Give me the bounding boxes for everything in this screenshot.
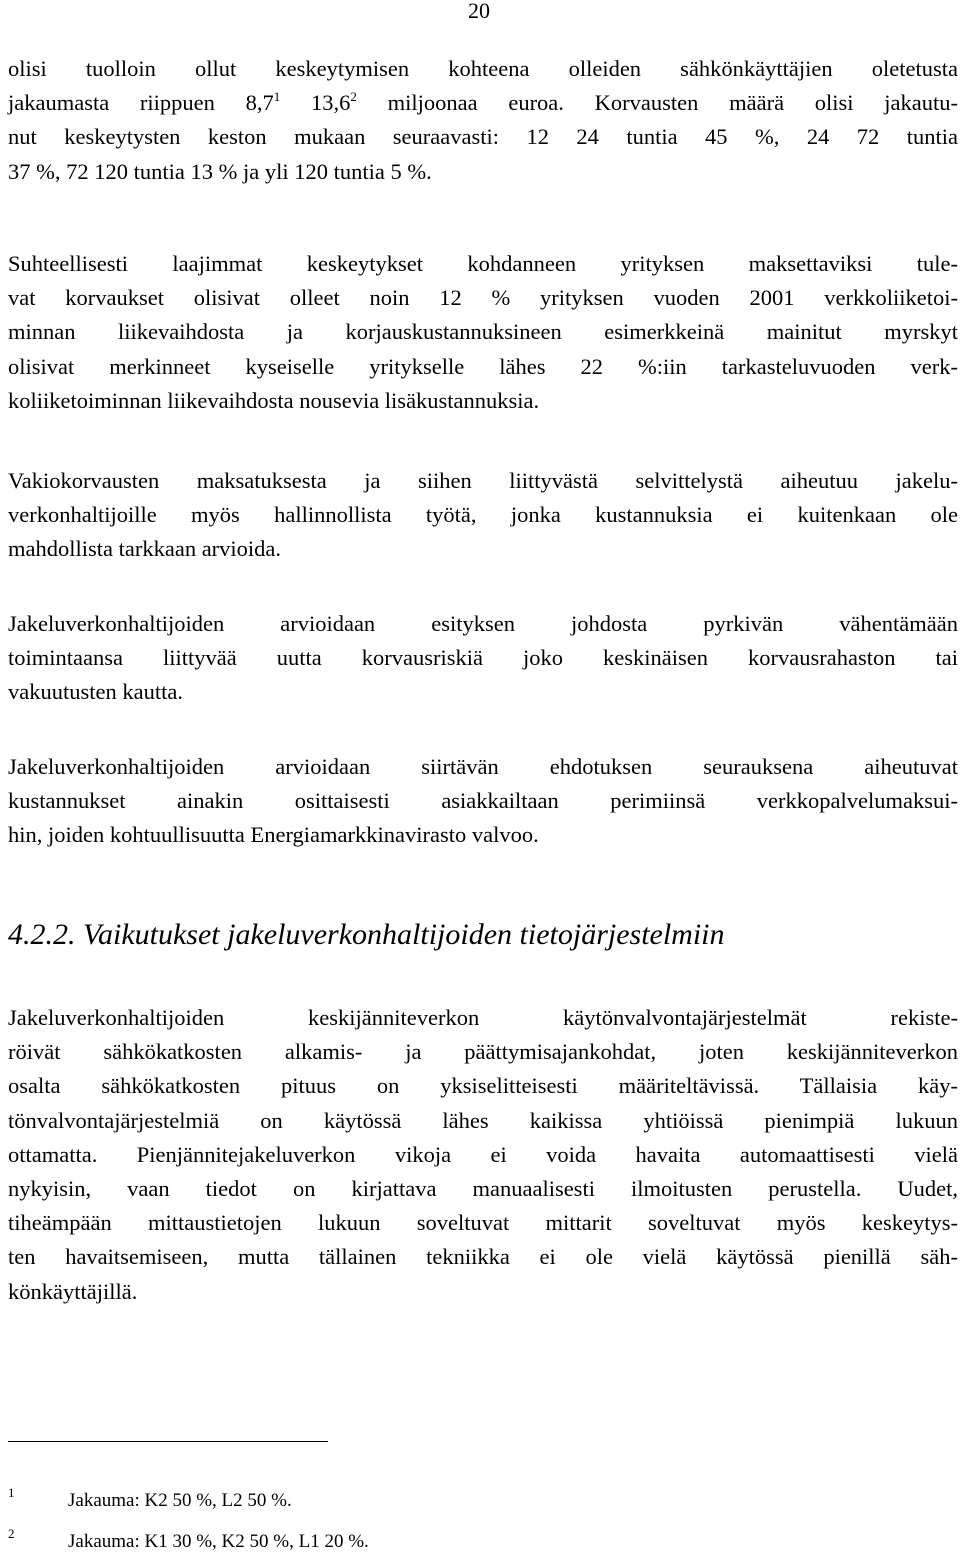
text-line: tönvalvontajärjestelmiä on käytössä lähes kaikissa yhtiöissä pienimpiä lukuun [8, 1107, 958, 1133]
text-line: Vakiokorvausten maksatuksesta ja siihen liittyvästä selvittelystä aiheutuu jakelu- [8, 468, 958, 493]
text-line: vat korvaukset olisivat olleet noin 12 % yrityksen vuoden 2001 verkkoliiketoi- [8, 285, 958, 311]
text-line: Suhteellisesti laajimmat keskeytykset kohdanneen yrityksen maksettaviksi tule- [8, 251, 958, 276]
paragraph-1 [8, 52, 958, 189]
text-line: koliiketoiminnan liikevaihdosta nousevia lisäkustannuksia. [8, 387, 540, 413]
text-segment: jakaumasta riippuen 8,7 [8, 90, 274, 116]
page-number: 20 [468, 0, 490, 23]
section-heading: 4.2.2. Vaikutukset jakeluverkonhaltijoiden tietojärjestelmiin [8, 918, 725, 951]
text-line: ten havaitsemiseen, mutta tällainen tekniikka ei ole vielä käytössä pienillä säh- [8, 1244, 958, 1270]
text-line: verkonhaltijoille myös hallinnollista työtä, jonka kustannuksia ei kuitenkaan ole [8, 502, 958, 528]
text-line: Jakeluverkonhaltijoiden arvioidaan esityksen johdosta pyrkivän vähentämään [8, 611, 958, 636]
text-line [8, 86, 958, 120]
footnote-ref-2[interactable]: 2 [350, 89, 357, 105]
text-line: Jakeluverkonhaltijoiden arvioidaan siirtävän ehdotuksen seurauksena aiheutuvat [8, 754, 958, 779]
text-line: ottamatta. Pienjännitejakeluverkon vikoja ei voida havaita automaattisesti vielä [8, 1141, 958, 1167]
text-line: nykyisin, vaan tiedot on kirjattava manuaalisesti ilmoitusten perustella. Uudet, [8, 1176, 958, 1202]
text-line: vakuutusten kautta. [8, 679, 183, 705]
paragraph-2 [8, 247, 958, 418]
text-line: tiheämpään mittaustietojen lukuun soveltuvat mittarit soveltuvat myös keskeytys- [8, 1210, 958, 1236]
text-line: nut keskeytysten keston mukaan seuraavasti: 12 24 tuntia 45 %, 24 72 tuntia [8, 124, 958, 150]
text-line: mahdollista tarkkaan arvioida. [8, 536, 282, 562]
text-line: hin, joiden kohtuullisuutta Energiamarkkinavirasto valvoo. [8, 822, 539, 848]
text-line: olisivat merkinneet kyseiselle yritykselle lähes 22 %:iin tarkasteluvuoden verk- [8, 353, 958, 379]
footnote-mark: 1 [8, 1485, 15, 1500]
text-segment: miljoonaa euroa. Korvausten määrä olisi jakautu- [356, 90, 958, 116]
paragraph-5 [8, 750, 958, 853]
text-line: 37 %, 72 120 tuntia 13 % ja yli 120 tuntia 5 %. [8, 158, 432, 184]
footnote-text: Jakauma: K1 30 %, K2 50 %, L1 20 %. [68, 1531, 369, 1552]
text-line: röivät sähkökatkosten alkamis- ja päättymisajankohdat, joten keskijänniteverkon [8, 1039, 958, 1065]
paragraph-4 [8, 607, 958, 710]
text-line: Jakeluverkonhaltijoiden keskijänniteverkon käytönvalvontajärjestelmät rekiste- [8, 1005, 958, 1030]
text-line: kustannukset ainakin osittaisesti asiakkailtaan perimiinsä verkkopalvelumaksui- [8, 788, 958, 814]
text-line: minnan liikevaihdosta ja korjauskustannuksineen esimerkkeinä mainitut myrskyt [8, 319, 958, 345]
text-line: osalta sähkökatkosten pituus on yksiselitteisesti määriteltävissä. Tällaisia käy- [8, 1073, 958, 1099]
footnote-text: Jakauma: K2 50 %, L2 50 %. [68, 1490, 292, 1511]
footnote-mark: 2 [8, 1526, 15, 1541]
text-segment: 13,6 [280, 90, 351, 116]
footnote-divider [8, 1441, 328, 1442]
paragraph-3 [8, 464, 958, 567]
paragraph-6 [8, 1001, 958, 1309]
footnote-ref-1[interactable]: 1 [273, 89, 281, 105]
text-line: könkäyttäjillä. [8, 1278, 138, 1304]
text-line: olisi tuolloin ollut keskeytymisen kohteena olleiden sähkönkäyttäjien oletetusta [8, 56, 958, 81]
text-line: toimintaansa liittyvää uutta korvausriskiä joko keskinäisen korvausrahaston tai [8, 645, 958, 671]
